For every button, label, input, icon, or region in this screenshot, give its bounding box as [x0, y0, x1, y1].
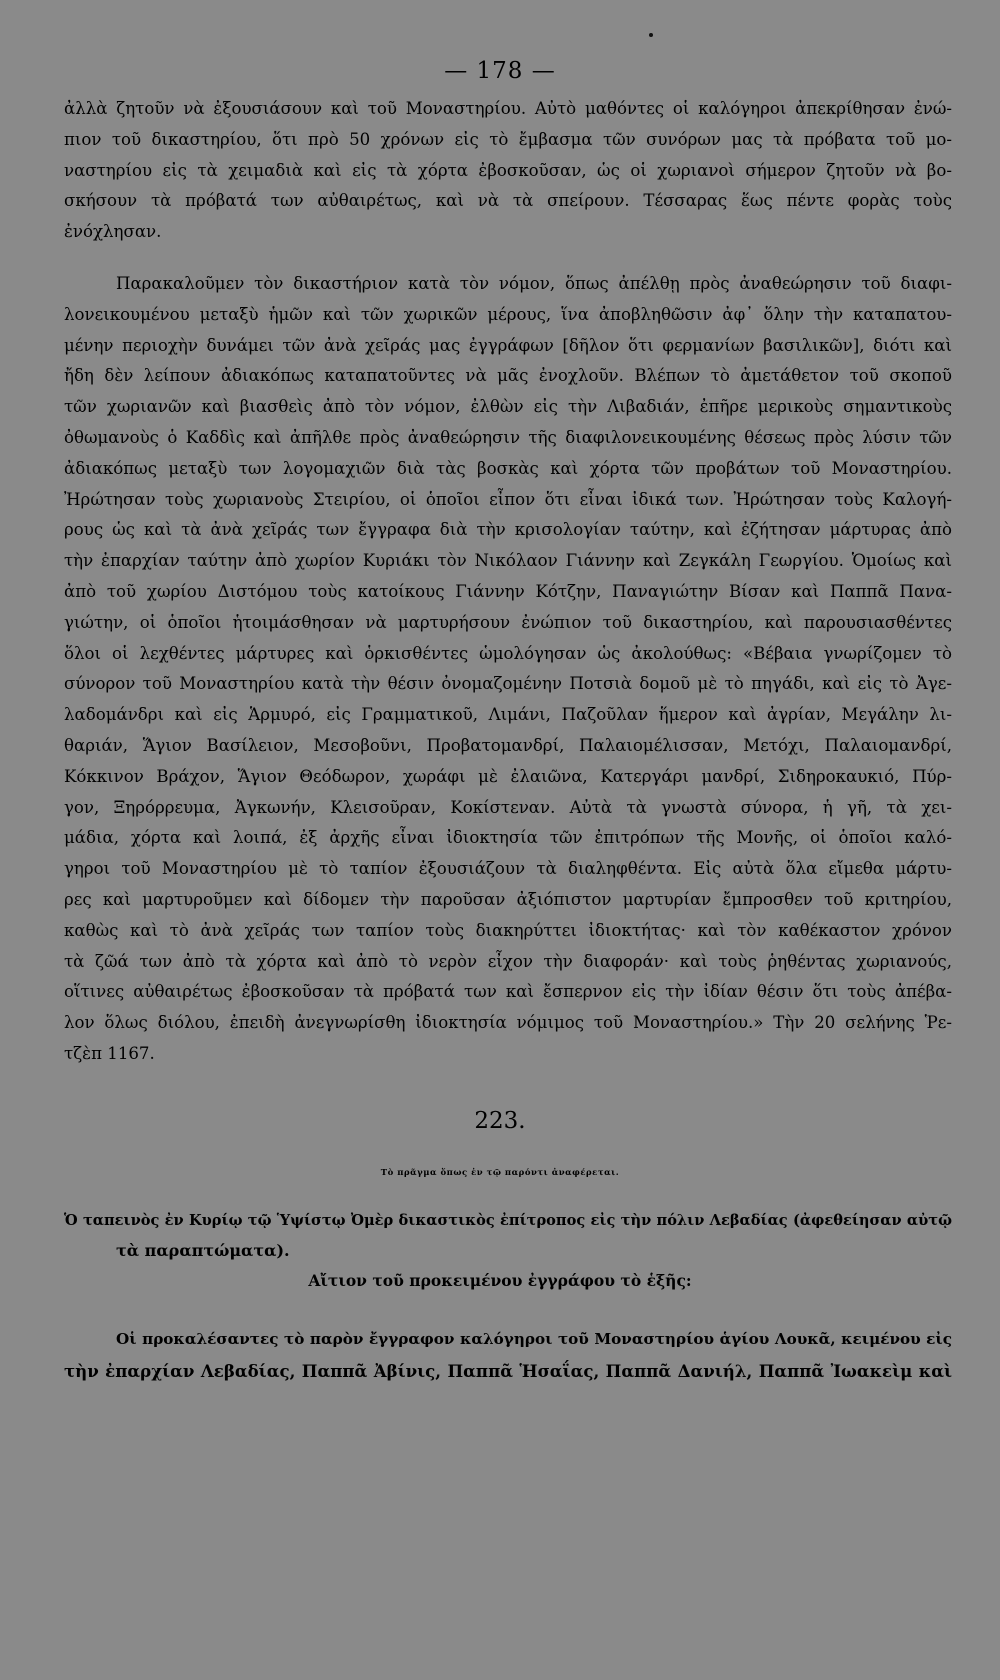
final-paragraph: [64, 1323, 952, 1387]
text-line: καθὼς καὶ τὸ ἀνὰ χεῖράς των ταπίον τοὺς διακηρύττει ἰδιοκτήτας· καὶ τὸν καθέκαστον χρόνον: [64, 920, 952, 940]
text-line: τῶν χωριανῶν καὶ βιασθεὶς ἀπὸ τὸν νόμον, ἐλθὼν εἰς τὴν Λιβαδιάν, ἐπῆρε μερικοὺς σημαντικοὺς: [64, 397, 952, 417]
document-number: 223.: [474, 1108, 526, 1134]
text-line: σκήσουν τὰ πρόβατά των αὐθαιρέτως, καὶ νὰ τὰ σπείρουν. Τέσσαρας ἕως πέντε φορὰς τοὺς: [64, 191, 952, 211]
text-line: τζὲπ 1167.: [64, 1043, 155, 1063]
text-line: λονεικουμένου μεταξὺ ἡμῶν καὶ τῶν χωρικῶν μέρους, ἵνα ἀποβληθῶσιν ἀφ᾽ ὅλην τὴν καταπατου-: [64, 304, 952, 324]
text-line: μάδια, χόρτα καὶ λοιπά, ἐξ ἀρχῆς εἶναι ἰδιοκτησία τῶν ἐπιτρόπων τῆς Μονῆς, οἱ ὁποῖοι καλό-: [64, 828, 952, 848]
document-subtitle: Τὸ πρᾶγμα ὅπως ἐν τῷ παρόντι ἀναφέρεται.: [380, 1168, 620, 1178]
intro-line: Ὁ ταπεινὸς ἐν Κυρίῳ τῷ Ὑψίστῳ Ὀμὲρ δικαστικὸς ἐπίτροπος εἰς τὴν πόλιν Λεβαδίας (ἀφεθείησαν αὐτῷ: [64, 1212, 952, 1229]
text-line: λον ὅλως διόλου, ἐπειδὴ ἀνεγνωρίσθη ἰδιοκτησία νόμιμος τοῦ Μοναστηρίου.» Τὴν 20 σελήνης Ῥε-: [64, 1013, 952, 1033]
text-line: ἀπὸ τοῦ χωρίου Διστόμου τοὺς κατοίκους Γιάννην Κότζην, Παναγιώτην Βίσαν καὶ Παππᾶ Πανα-: [64, 581, 952, 601]
text-line: Οἱ προκαλέσαντες τὸ παρὸν ἔγγραφον καλόγηροι τοῦ Μοναστηρίου ἁγίου Λουκᾶ, κειμένου εἰς: [116, 1330, 952, 1348]
paragraph-2: [64, 269, 952, 1070]
text-line: σύνορον τοῦ Μοναστηρίου κατὰ τὴν θέσιν ὀνομαζομένην Ποτσιὰ δομοῦ μὲ τὸ πηγάδι, καὶ εἰς τὸ Ἀγε-: [64, 674, 952, 694]
text-line: ἀλλὰ ζητοῦν νὰ ἐξουσιάσουν καὶ τοῦ Μοναστηρίου. Αὐτὸ μαθόντες οἱ καλόγηροι ἀπεκρίθησαν ἐνώ-: [64, 99, 952, 118]
ink-speck: [649, 33, 653, 37]
intro-line: τὰ παραπτώματα).: [116, 1241, 290, 1260]
text-line: τὴν ἐπαρχίαν Λεβαδίας, Παππᾶ Ἀβίνις, Παππᾶ Ἡσαΐας, Παππᾶ Δανιήλ, Παππᾶ Ἰωακεὶμ καὶ: [64, 1361, 952, 1381]
text-line: λαδομάνδρι καὶ εἰς Ἁρμυρό, εἰς Γραμματικοῦ, Λιμάνι, Παζοῦλαν ἥμερον καὶ ἀγρίαν, Μεγάλην λι-: [64, 705, 952, 725]
page-number: — 178 —: [444, 58, 556, 84]
paragraph-1: [64, 94, 952, 248]
text-line: Παρακαλοῦμεν τὸν δικαστήριον κατὰ τὸν νόμον, ὅπως ἀπέλθῃ πρὸς ἀναθεώρησιν τοῦ διαφι-: [116, 274, 952, 293]
document-intro: [64, 1206, 952, 1266]
text-line: Κόκκινον Βράχον, Ἅγιον Θεόδωρον, χωράφι μὲ ἐλαιῶνα, Κατεργάρι μανδρί, Σιδηροκαυκιό, Πύρ-: [64, 766, 952, 786]
text-line: τὴν ἐπαρχίαν ταύτην ἀπὸ χωρίον Κυριάκι τὸν Νικόλαον Γιάννην καὶ Ζεγκάλη Γεωργίου. Ὁμοίως καὶ: [64, 551, 952, 571]
text-line: μένην περιοχὴν δυνάμει τῶν ἀνὰ χεῖράς μας ἐγγράφων [δῆλον ὅτι φερμανίων βασιλικῶν], διότι καὶ: [64, 335, 952, 355]
text-line: ὀθωμανοὺς ὁ Καδδὶς καὶ ἀπῆλθε πρὸς ἀναθεώρησιν τῆς διαφιλονεικουμένης θέσεως πρὸς λύσιν τῶν: [64, 427, 952, 447]
text-line: τὰ ζῶά των ἀπὸ τὰ χόρτα καὶ ἀπὸ τὸ νερὸν εἶχον τὴν διαφοράν· καὶ τοὺς ῥηθέντας χωριανούς,: [64, 951, 952, 971]
text-line: ναστηρίου εἰς τὰ χειμαδιὰ καὶ εἰς τὰ χόρτα ἐβοσκοῦσαν, ὡς οἱ χωριανοὶ σήμερον ζητοῦν νὰ βο-: [64, 160, 952, 180]
text-line: γον, Ξηρόρρευμα, Ἀγκωνήν, Κλεισοῦραν, Κοκίστεναν. Αὐτὰ τὰ γνωστὰ σύνορα, ἡ γῆ, τὰ χει-: [64, 797, 952, 817]
text-line: ρες καὶ μαρτυροῦμεν καὶ δίδομεν τὴν παροῦσαν ἀξιόπιστον μαρτυρίαν ἔμπροσθεν τοῦ κριτηρίου,: [64, 889, 952, 909]
text-line: Ἠρώτησαν τοὺς χωριανοὺς Στειρίου, οἱ ὁποῖοι εἶπον ὅτι εἶναι ἰδικά των. Ἠρώτησαν τοὺς Καλογή-: [64, 489, 952, 509]
text-line: ρους ὡς καὶ τὰ ἀνὰ χεῖράς των ἔγγραφα διὰ τὴν κρισολογίαν ταύτην, καὶ ἐζήτησαν μάρτυρας ἀπὸ: [64, 520, 952, 540]
text-line: ὅλοι οἱ λεχθέντες μάρτυρες καὶ ὁρκισθέντες ὡμολόγησαν ὡς ἀκολούθως: «Βέβαια γνωρίζομεν τὸ: [64, 643, 952, 663]
text-line: οἵτινες αὐθαιρέτως ἐβοσκοῦσαν τὰ πρόβατά των καὶ ἔσπερνον εἰς τὴν ἰδίαν θέσιν ὅτι τοὺς ἀπέβα-: [64, 982, 952, 1002]
text-line: ἐνόχλησαν.: [64, 222, 162, 242]
text-line: ἀδιακόπως μεταξὺ των λογομαχιῶν διὰ τὰς βοσκὰς καὶ χόρτα τῶν προβάτων τοῦ Μοναστηρίου.: [64, 458, 952, 478]
text-line: γηροι τοῦ Μοναστηρίου μὲ τὸ ταπίον ἐξουσιάζουν τὰ διαληφθέντα. Εἰς αὐτὰ ὅλα εἴμεθα μάρτυ-: [64, 859, 952, 879]
text-line: θαριάν, Ἅγιον Βασίλειον, Μεσοβοῦνι, Προβατομανδρί, Παλαιομέλισσαν, Μετόχι, Παλαιομανδρί,: [64, 735, 952, 755]
text-line: ἤδη δὲν λείπουν ἀδιακόπως καταπατοῦντες νὰ μᾶς ἐνοχλοῦν. Βλέπων τὸ ἀμετάθετον τοῦ σκοποῦ: [64, 366, 952, 386]
text-line: πιον τοῦ δικαστηρίου, ὅτι πρὸ 50 χρόνων εἰς τὸ ἔμβασμα τῶν συνόρων μας τὰ πρόβατα τοῦ μο-: [64, 129, 952, 149]
document-reason-heading: Αἴτιον τοῦ προκειμένου ἐγγράφου τὸ ἑξῆς:: [308, 1271, 692, 1290]
text-line: γιώτην, οἱ ὁποῖοι ἡτοιμάσθησαν νὰ μαρτυρήσουν ἐνώπιον τοῦ δικαστηρίου, καὶ παρουσιασθέντες: [64, 612, 952, 632]
